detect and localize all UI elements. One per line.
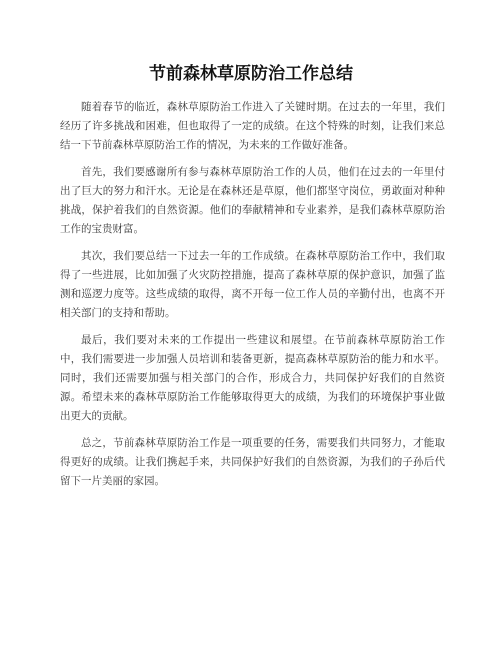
- document-title: 节前森林草原防治工作总结: [149, 64, 353, 84]
- paragraph-outlook: 最后，我们要对未来的工作提出一些建议和展望。在节前森林草原防治工作中，我们需要进一步加强人员培训和装备更新，提高森林草原防治的能力和水平。同时，我们还需要加强与相关部门的合作，形成合力，共同保护好我们的自然资源。希望未来的森林草原防治工作能够取得更大的成绩，为我们的环境保护事业做出更大的贡献。: [60, 334, 445, 422]
- paragraph-achievements: 其次，我们要总结一下过去一年的工作成绩。在森林草原防治工作中，我们取得了一些进展，比如加强了火灾防控措施，提高了森林草原的保护意识，加强了监测和巡逻力度等。这些成绩的取得，离不开每一位工作人员的辛勤付出，也离不开相关部门的支持和帮助。: [60, 250, 445, 319]
- paragraph-conclusion: 总之，节前森林草原防治工作是一项重要的任务，需要我们共同努力，才能取得更好的成绩。让我们携起手来，共同保护好我们的自然资源，为我们的子孙后代留下一片美丽的家园。: [60, 437, 445, 487]
- document-body: [60, 98, 445, 499]
- paragraph-intro: 随着春节的临近，森林草原防治工作进入了关键时期。在过去的一年里，我们经历了许多挑战和困难，但也取得了一定的成绩。在这个特殊的时刻，让我们来总结一下节前森林草原防治工作的情况，为未来的工作做好准备。: [60, 101, 445, 151]
- paragraph-thanks: 首先，我们要感谢所有参与森林草原防治工作的人员，他们在过去的一年里付出了巨大的努力和汗水。无论是在森林还是草原，他们都坚守岗位，勇敢面对种种挑战，保护着我们的自然资源。他们的奉献精神和专业素养，是我们森林草原防治工作的宝贵财富。: [60, 166, 445, 235]
